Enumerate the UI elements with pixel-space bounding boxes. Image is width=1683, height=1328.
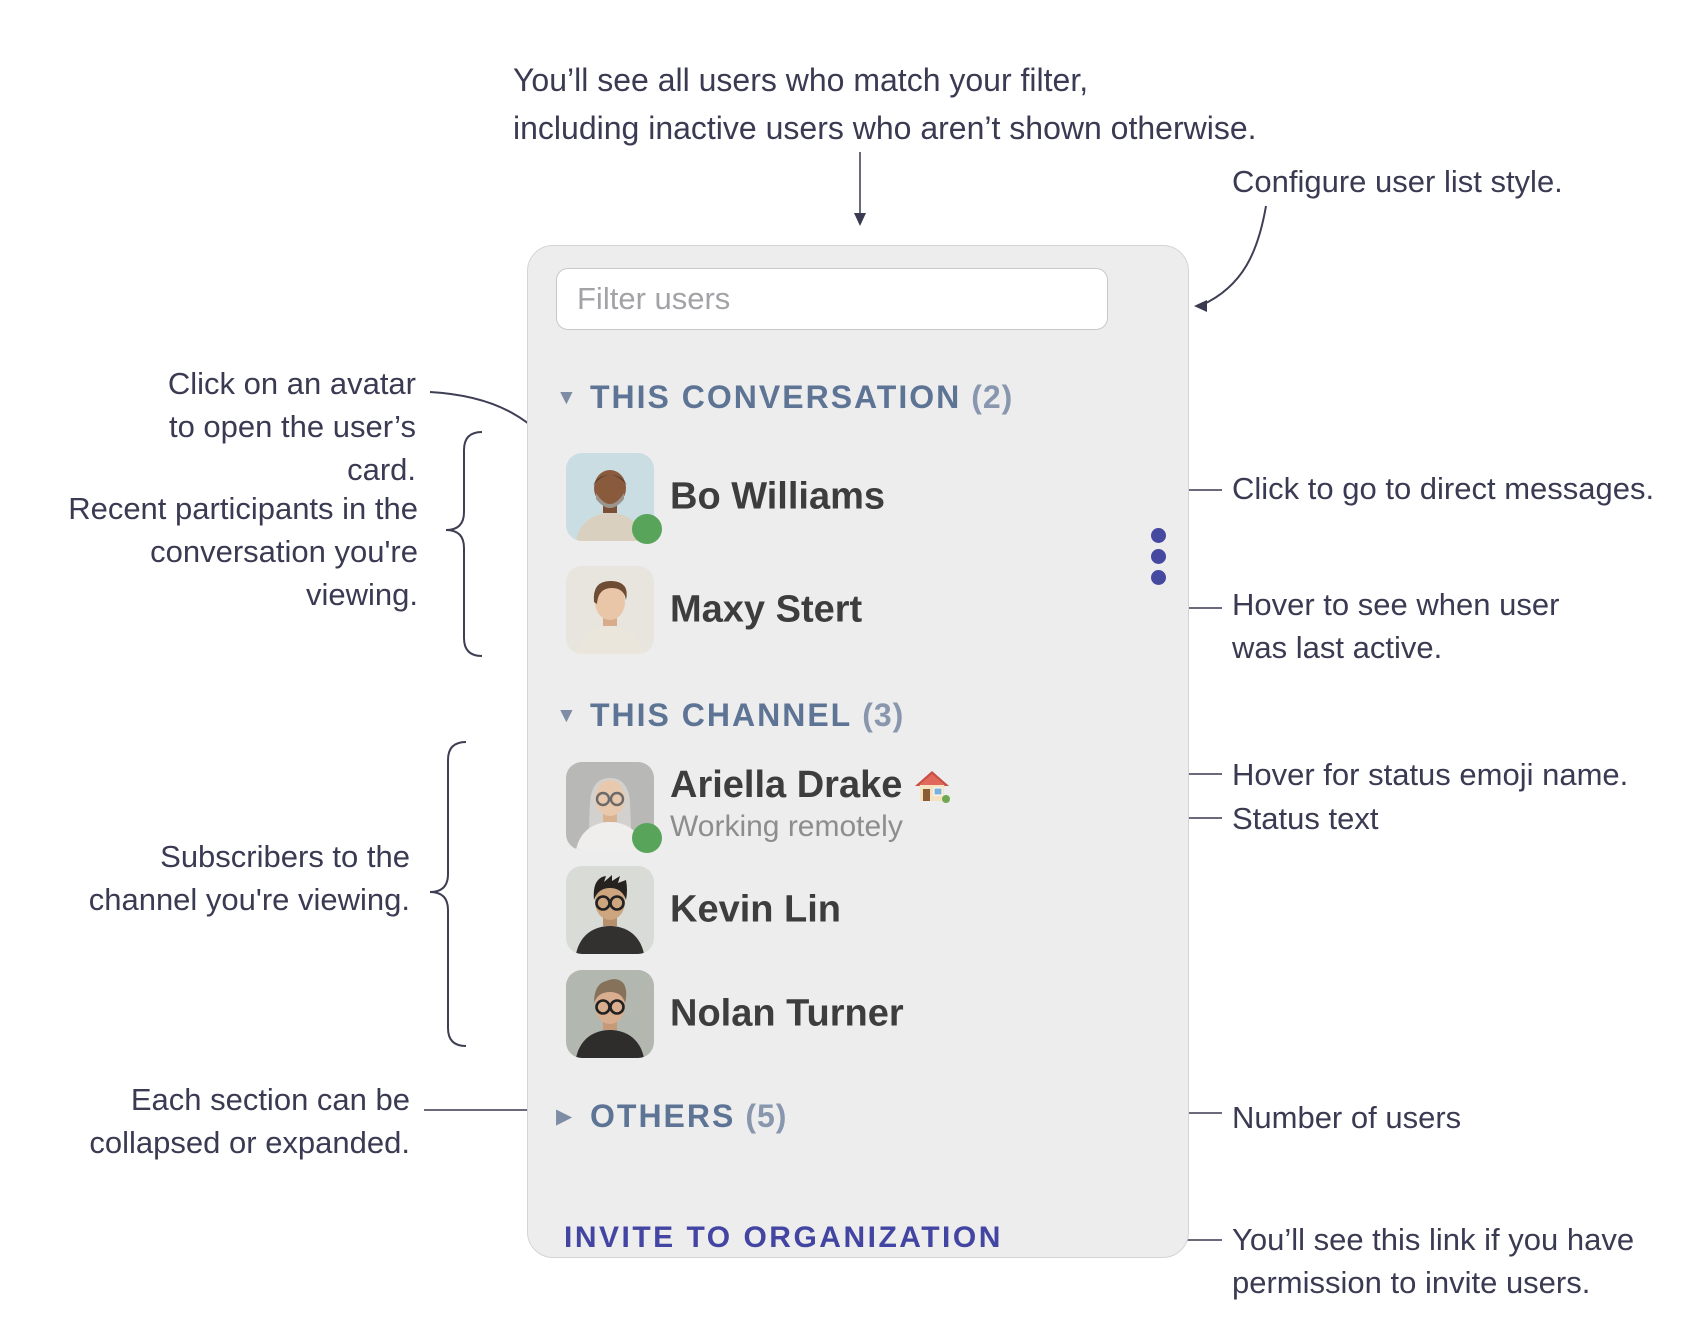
invite-note-line2: permission to invite users. bbox=[1232, 1265, 1591, 1300]
participants-note bbox=[50, 487, 418, 616]
online-status-dot bbox=[632, 823, 662, 853]
user-status-text: Working remotely bbox=[670, 810, 903, 843]
user-list-settings-button[interactable] bbox=[1136, 518, 1180, 594]
avatar-note bbox=[100, 362, 416, 491]
user-name[interactable] bbox=[670, 764, 950, 807]
status-note: Status text bbox=[1232, 801, 1379, 836]
avatar-note-line1: Click on an avatar bbox=[167, 366, 416, 401]
subscribers-note-line1: Subscribers to the bbox=[160, 839, 410, 874]
participants-note-line2: conversation you're viewing. bbox=[150, 534, 418, 612]
user-name[interactable]: Kevin Lin bbox=[670, 888, 842, 931]
filter-note bbox=[513, 56, 1257, 152]
section-this-channel[interactable] bbox=[556, 697, 904, 734]
kebab-menu-icon bbox=[1151, 528, 1166, 543]
last-active-note-line2: was last active. bbox=[1232, 630, 1443, 665]
configure-note: Configure user list style. bbox=[1232, 164, 1563, 199]
subscribers-brace bbox=[430, 742, 466, 1046]
invite-note-line1: You’ll see this link if you have bbox=[1232, 1222, 1635, 1257]
user-name[interactable]: Bo Williams bbox=[670, 475, 886, 518]
dm-note: Click to go to direct messages. bbox=[1232, 471, 1655, 506]
user-name[interactable]: Maxy Stert bbox=[670, 588, 863, 631]
last-active-note-line1: Hover to see when user bbox=[1232, 587, 1560, 622]
emoji-note: Hover for status emoji name. bbox=[1232, 757, 1629, 792]
section-this-conversation[interactable] bbox=[556, 379, 1013, 416]
section-label: THIS CONVERSATION bbox=[590, 379, 962, 415]
avatar-bo-williams[interactable] bbox=[566, 453, 654, 541]
house-status-emoji bbox=[914, 769, 950, 803]
collapse-note-line2: collapsed or expanded. bbox=[89, 1125, 410, 1160]
filter-note-line2: including inactive users who aren’t shown otherwise. bbox=[513, 110, 1257, 146]
subscribers-note bbox=[60, 835, 410, 921]
participants-brace bbox=[446, 432, 482, 656]
avatar-note-line2: to open the user’s card. bbox=[168, 409, 416, 487]
section-label: THIS CHANNEL bbox=[590, 697, 853, 733]
user-name[interactable]: Nolan Turner bbox=[670, 992, 904, 1035]
avatar-nolan-turner[interactable] bbox=[566, 970, 654, 1058]
section-count: (3) bbox=[862, 697, 905, 733]
last-active-note bbox=[1232, 583, 1559, 669]
section-count: (5) bbox=[745, 1098, 788, 1134]
filter-users-input[interactable] bbox=[556, 268, 1108, 330]
avatar-ariella-drake[interactable] bbox=[566, 762, 654, 850]
collapse-note bbox=[60, 1078, 410, 1164]
count-note: Number of users bbox=[1232, 1100, 1462, 1135]
user-name-text[interactable]: Ariella Drake bbox=[670, 764, 903, 806]
collapse-note-line1: Each section can be bbox=[130, 1082, 410, 1117]
invite-to-organization-link[interactable]: INVITE TO ORGANIZATION bbox=[564, 1221, 1003, 1254]
kebab-menu-icon bbox=[1151, 549, 1166, 564]
section-collapsed-icon: ▶ bbox=[556, 1105, 573, 1128]
avatar-maxy-stert[interactable] bbox=[566, 566, 654, 654]
filter-note-arrow-head bbox=[854, 213, 866, 226]
user-list-panel bbox=[527, 245, 1189, 1258]
configure-arrow-head bbox=[1194, 300, 1207, 312]
participants-note-line1: Recent participants in the bbox=[68, 491, 418, 526]
section-count: (2) bbox=[971, 379, 1014, 415]
section-expanded-icon: ▼ bbox=[556, 703, 577, 727]
configure-curve bbox=[1202, 206, 1266, 305]
section-expanded-icon: ▼ bbox=[556, 385, 577, 409]
online-status-dot bbox=[632, 514, 662, 544]
filter-note-line1: You’ll see all users who match your filter, bbox=[513, 62, 1089, 98]
subscribers-note-line2: channel you're viewing. bbox=[88, 882, 410, 917]
section-others[interactable] bbox=[556, 1098, 787, 1135]
avatar-kevin-lin[interactable] bbox=[566, 866, 654, 954]
section-label: OTHERS bbox=[590, 1098, 736, 1134]
kebab-menu-icon bbox=[1151, 570, 1166, 585]
invite-note bbox=[1232, 1218, 1634, 1304]
